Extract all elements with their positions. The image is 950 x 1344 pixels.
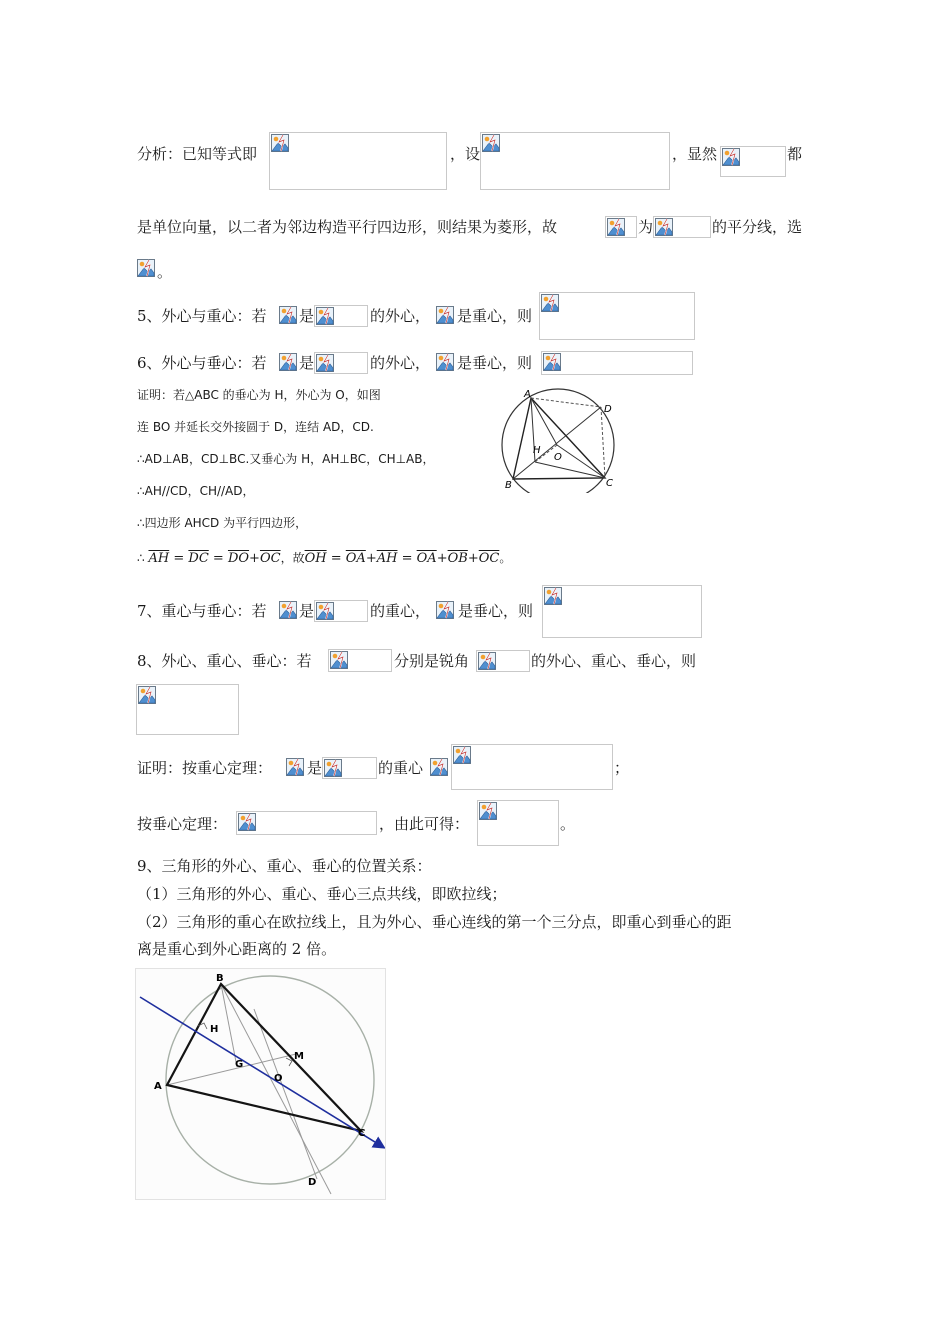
item9-title: 9、三角形的外心、重心、垂心的位置关系： bbox=[137, 857, 432, 875]
proof8-line2-mid: ，由此可得： bbox=[379, 815, 470, 833]
point-label-d: D bbox=[308, 1177, 317, 1188]
proof6-therefore-mid: ，故 bbox=[280, 551, 305, 565]
formula-image bbox=[328, 649, 392, 672]
broken-image-icon bbox=[607, 218, 625, 236]
item9-point2b: 离是重心到外心距离的 2 倍。 bbox=[137, 940, 337, 958]
point-label-h: H bbox=[210, 1024, 219, 1035]
formula-image bbox=[269, 132, 447, 190]
formula-image bbox=[653, 216, 711, 238]
broken-image-icon bbox=[279, 601, 297, 619]
perpendicular-bisector bbox=[254, 1009, 317, 1179]
proof6-line5: ∴四边形 AHCD 为平行四边形， bbox=[137, 516, 308, 530]
broken-image-icon bbox=[430, 758, 448, 776]
proof6-line4: ∴AH//CD，CH//AD， bbox=[137, 484, 255, 498]
line-bd bbox=[221, 984, 331, 1194]
point-label-c: C bbox=[606, 478, 613, 489]
proof8-lead: 证明：按重心定理： bbox=[137, 759, 273, 777]
proof6-end: 。 bbox=[499, 551, 512, 565]
broken-image-icon bbox=[482, 134, 500, 152]
point-label-a: A bbox=[524, 389, 531, 400]
broken-image-icon bbox=[436, 601, 454, 619]
euler-line-figure bbox=[135, 968, 386, 1200]
broken-image-icon bbox=[436, 353, 454, 371]
formula-image bbox=[322, 757, 377, 779]
formula-image bbox=[430, 757, 450, 779]
broken-image-icon bbox=[279, 353, 297, 371]
point-label-o: O bbox=[554, 452, 562, 463]
item5-prefix: 5、外心与重心：若 bbox=[137, 307, 267, 325]
analysis-period: 。 bbox=[157, 263, 173, 281]
proof6-line6 bbox=[137, 548, 511, 569]
formula-image bbox=[314, 600, 368, 622]
segment-oc bbox=[557, 445, 605, 478]
broken-image-icon bbox=[478, 652, 496, 670]
point-label-c: C bbox=[358, 1128, 366, 1139]
proof8-line2-lead: 按垂心定理： bbox=[137, 815, 228, 833]
point-label-d: D bbox=[604, 404, 612, 415]
proof6-line3: ∴AD⊥AB，CD⊥BC.又垂心为 H，AH⊥BC，CH⊥AB， bbox=[137, 452, 435, 466]
analysis-comma-obviously: ，显然 bbox=[672, 145, 718, 163]
broken-image-icon bbox=[316, 307, 334, 325]
point-label-o: O bbox=[274, 1073, 283, 1084]
broken-image-icon bbox=[544, 587, 562, 605]
formula-image bbox=[451, 744, 613, 790]
item5-waixin: 的外心， bbox=[370, 307, 431, 325]
item9-point2a: （2）三角形的重心在欧拉线上，且为外心、垂心连线的第一个三分点，即重心到垂心的距 bbox=[137, 913, 732, 931]
formula-image bbox=[314, 305, 368, 327]
formula-image bbox=[279, 600, 299, 622]
segment-cd bbox=[601, 407, 605, 478]
broken-image-icon bbox=[286, 758, 304, 776]
formula-image bbox=[137, 259, 157, 279]
point-label-b: B bbox=[216, 973, 224, 984]
item7-prefix: 7、重心与垂心：若 bbox=[137, 602, 267, 620]
analysis-du: 都 bbox=[787, 145, 803, 163]
item5-shi: 是 bbox=[299, 307, 315, 325]
proof8-shi: 是 bbox=[307, 759, 323, 777]
broken-image-icon bbox=[271, 134, 289, 152]
vector-equation-2: $\overline{OH} = \overline{OA}+\overline{AH} = \overline{OA}+\overline{OB}+\overline{OC}$ bbox=[304, 551, 500, 566]
broken-image-icon bbox=[722, 148, 740, 166]
broken-image-icon bbox=[279, 306, 297, 324]
item5-tail: 是重心，则 bbox=[457, 307, 533, 325]
broken-image-icon bbox=[316, 354, 334, 372]
point-label-a: A bbox=[154, 1081, 162, 1092]
proof6-therefore: ∴ bbox=[137, 551, 145, 565]
formula-image bbox=[279, 352, 299, 374]
item7-shi: 是 bbox=[299, 602, 315, 620]
broken-image-icon bbox=[655, 218, 673, 236]
triangle-abc bbox=[513, 398, 605, 479]
circumcircle-figure bbox=[500, 388, 625, 493]
circumcircle bbox=[166, 976, 374, 1184]
formula-image bbox=[542, 585, 702, 638]
broken-image-icon bbox=[138, 686, 156, 704]
item7-zhongxin: 的重心， bbox=[370, 602, 431, 620]
item6-tail: 是垂心，则 bbox=[457, 354, 533, 372]
proof8-zhongxin: 的重心 bbox=[378, 759, 424, 777]
analysis-wei: 为 bbox=[638, 218, 654, 236]
proof8-line2-end: 。 bbox=[560, 815, 576, 833]
proof8-semicolon: ； bbox=[614, 759, 630, 777]
broken-image-icon bbox=[543, 353, 561, 371]
point-label-m: M bbox=[294, 1051, 304, 1062]
formula-image bbox=[477, 800, 559, 846]
item7-tail: 是垂心，则 bbox=[458, 602, 534, 620]
broken-image-icon bbox=[436, 306, 454, 324]
item8-mid: 分别是锐角 bbox=[394, 652, 470, 670]
broken-image-icon bbox=[316, 602, 334, 620]
item6-waixin: 的外心， bbox=[370, 354, 431, 372]
broken-image-icon bbox=[238, 813, 256, 831]
formula-image bbox=[314, 352, 368, 374]
broken-image-icon bbox=[453, 746, 471, 764]
formula-image bbox=[436, 305, 456, 327]
formula-image bbox=[436, 600, 456, 622]
formula-image bbox=[605, 216, 637, 238]
formula-image bbox=[541, 351, 693, 375]
formula-image bbox=[236, 811, 377, 835]
formula-image bbox=[136, 684, 239, 735]
broken-image-icon bbox=[541, 294, 559, 312]
analysis-lead: 分析：已知等式即 bbox=[137, 145, 258, 163]
formula-image bbox=[720, 146, 786, 177]
broken-image-icon bbox=[479, 802, 497, 820]
formula-image bbox=[436, 352, 456, 374]
broken-image-icon bbox=[324, 759, 342, 777]
formula-image bbox=[539, 292, 695, 340]
formula-image bbox=[480, 132, 670, 190]
point-label-g: G bbox=[235, 1059, 244, 1070]
broken-image-icon bbox=[137, 259, 155, 277]
analysis-comma-set: ，设 bbox=[450, 145, 481, 163]
formula-image bbox=[286, 757, 306, 779]
proof6-line1: 证明：若△ABC 的垂心为 H，外心为 O，如图 bbox=[137, 388, 381, 402]
point-label-b: B bbox=[505, 480, 512, 491]
proof6-line2: 连 BO 并延长交外接圆于 D，连结 AD，CD. bbox=[137, 420, 374, 434]
vector-equation-1: $\overline{AH} = \overline{DC} = \overline{DO}+\overline{OC}$ bbox=[148, 551, 281, 566]
broken-image-icon bbox=[330, 651, 348, 669]
analysis-line2-tail: 的平分线，选 bbox=[712, 218, 803, 236]
item9-point1: （1）三角形的外心、重心、垂心三点共线，即欧拉线； bbox=[137, 885, 507, 903]
segment-hc bbox=[535, 462, 605, 478]
item6-shi: 是 bbox=[299, 354, 315, 372]
point-label-h: H bbox=[533, 445, 541, 456]
item8-tail: 的外心、重心、垂心，则 bbox=[531, 652, 697, 670]
formula-image bbox=[476, 650, 530, 672]
formula-image bbox=[279, 305, 299, 327]
analysis-line2: 是单位向量，以二者为邻边构造平行四边形，则结果为菱形，故 bbox=[137, 218, 558, 236]
item6-prefix: 6、外心与垂心：若 bbox=[137, 354, 267, 372]
item8-prefix: 8、外心、重心、垂心：若 bbox=[137, 652, 312, 670]
